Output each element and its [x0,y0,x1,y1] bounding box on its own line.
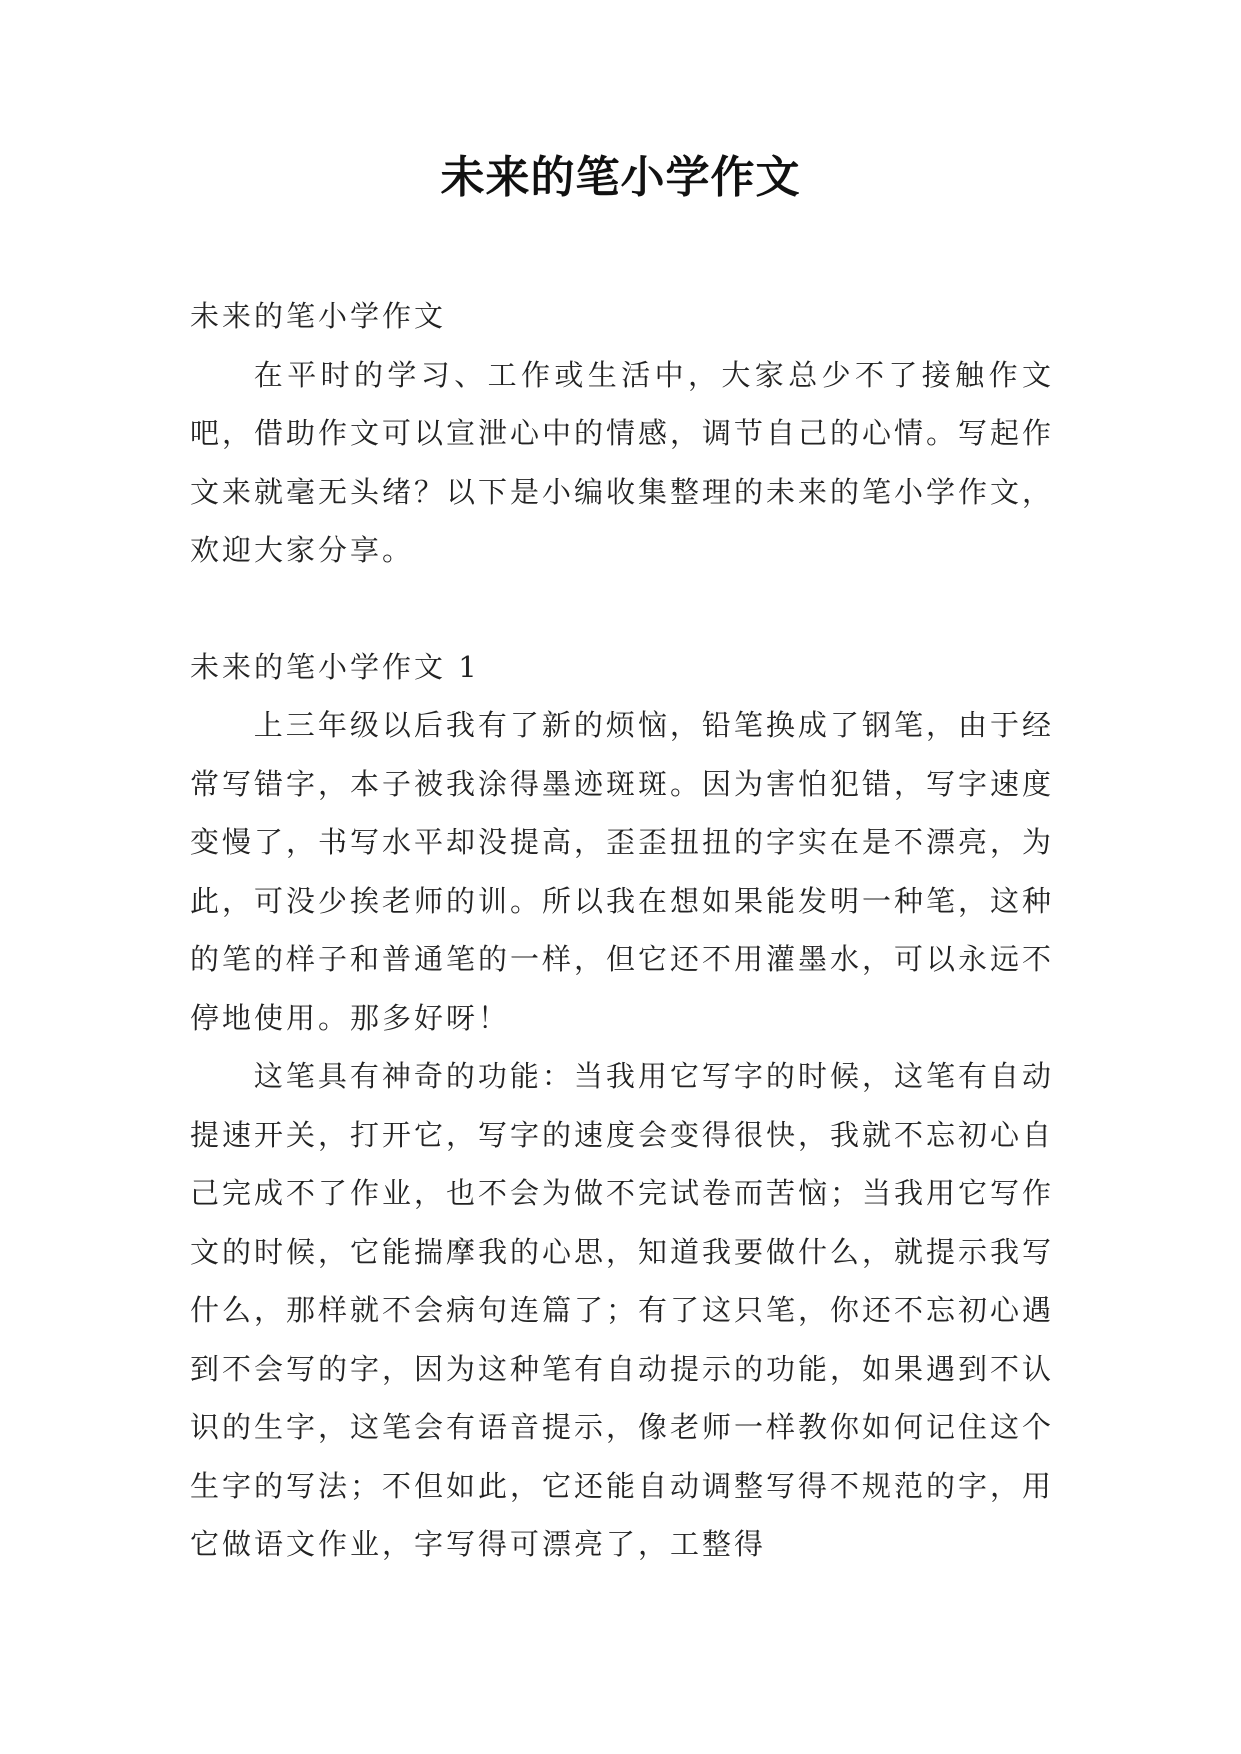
body-paragraph: 这笔具有神奇的功能：当我用它写字的时候，这笔有自动提速开关，打开它，写字的速度会变得很快，我就不忘初心自己完成不了作业，也不会为做不完试卷而苦恼；当我用它写作文的时候，它能揣摩我的心思，知道我要做什么，就提示我写什么，那样就不会病句连篇了；有了这只笔，你还不忘初心遇到不会写的字，因为这种笔有自动提示的功能，如果遇到不认识的生字，这笔会有语音提示，像老师一样教你如何记住这个生字的写法；不但如此，它还能自动调整写得不规范的字，用它做语文作业，字写得可漂亮了，工整得 [190,1059,1055,1561]
document-title: 未来的笔小学作文 [440,152,801,203]
document-subtitle: 未来的笔小学作文 [190,299,447,333]
intro-paragraph: 在平时的学习、工作或生活中，大家总少不了接触作文吧，借助作文可以宣泄心中的情感，调节自己的心情。写起作文来就毫无头绪？以下是小编收集整理的未来的笔小学作文，欢迎大家分享。 [190,357,1055,567]
section-heading: 未来的笔小学作文 1 [190,649,480,684]
body-paragraph: 上三年级以后我有了新的烦恼，铅笔换成了钢笔，由于经常写错字，本子被我涂得墨迹斑斑。因为害怕犯错，写字速度变慢了，书写水平却没提高，歪歪扭扭的字实在是不漂亮，为此，可没少挨老师的训。所以我在想如果能发明一种笔，这种的笔的样子和普通笔的一样，但它还不用灌墨水，可以永远不停地使用。那多好呀！ [190,708,1055,1035]
document-body [190,287,1054,1574]
section-spacer [190,580,1054,638]
